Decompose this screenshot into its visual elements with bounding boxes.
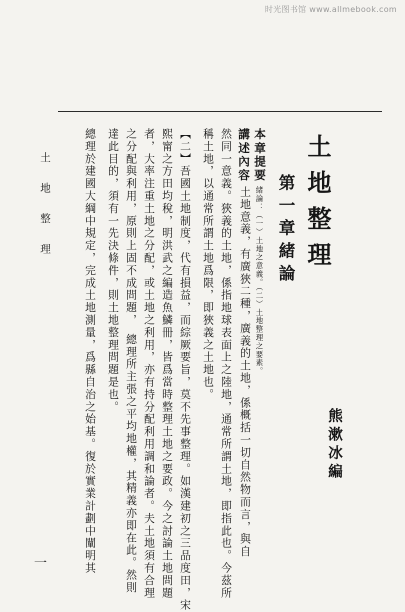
body-line-2: 然同一意義。狹義的土地，係指地球表面上之陸地，通常所謂土地，即指此也。今茲所 [220,128,233,600]
page-number: 一 [34,556,48,571]
body-line-7: 之分配與利用，原則上固不成問題， 總理所主張之平均地權，其精義亦即在此。然則 [125,128,138,594]
body-line-9: 總理於建國大綱中規定，完成土地測量，爲縣自治之始基。復於實業計劃中闡明其 [84,128,97,575]
book-title: 土地整理 [303,134,332,278]
body-line-3: 稱土地，以通常所謂土地爲限，即狹義之土地也。 [202,128,215,401]
chapter-number: 第一章 [276,174,295,242]
side-header: 土地整理 [39,152,51,274]
top-rule [58,111,382,112]
body-line-8: 達此目的，須有一先決條件，則土地整理問題是也。 [107,128,120,414]
body-line-1: 土地意義，有廣狹二種，廣義的土地，係概括一切自然物而言，與自 [239,186,252,558]
outline-heading: 本章提要 [253,128,267,183]
chapter-name: 緒論 [276,242,295,287]
watermark-text: 时光图书馆 www.allmebook.com [264,5,397,14]
outline-text: 緒論：（一）土地之意義。（二）土地整理之要素。 [255,186,264,376]
lecture-heading: 講述內容 [237,128,251,183]
body-line-6: 者，大率注重土地之分配，或土地之利用，亦有持分配利用調和論者。夫土地須有合理 [143,128,156,600]
body-line-4: 【二】吾國土地制度，代有損益，而綜厥要旨，莫不先事整理。如漢建初之三品度田，宋 [179,128,192,612]
body-line-5: 熙甯之方田均稅，明洪武之編造魚鱗冊，皆爲當時整理土地之要政。今之討論土地問題 [161,128,174,600]
author-name: 熊漱冰編 [326,408,343,482]
